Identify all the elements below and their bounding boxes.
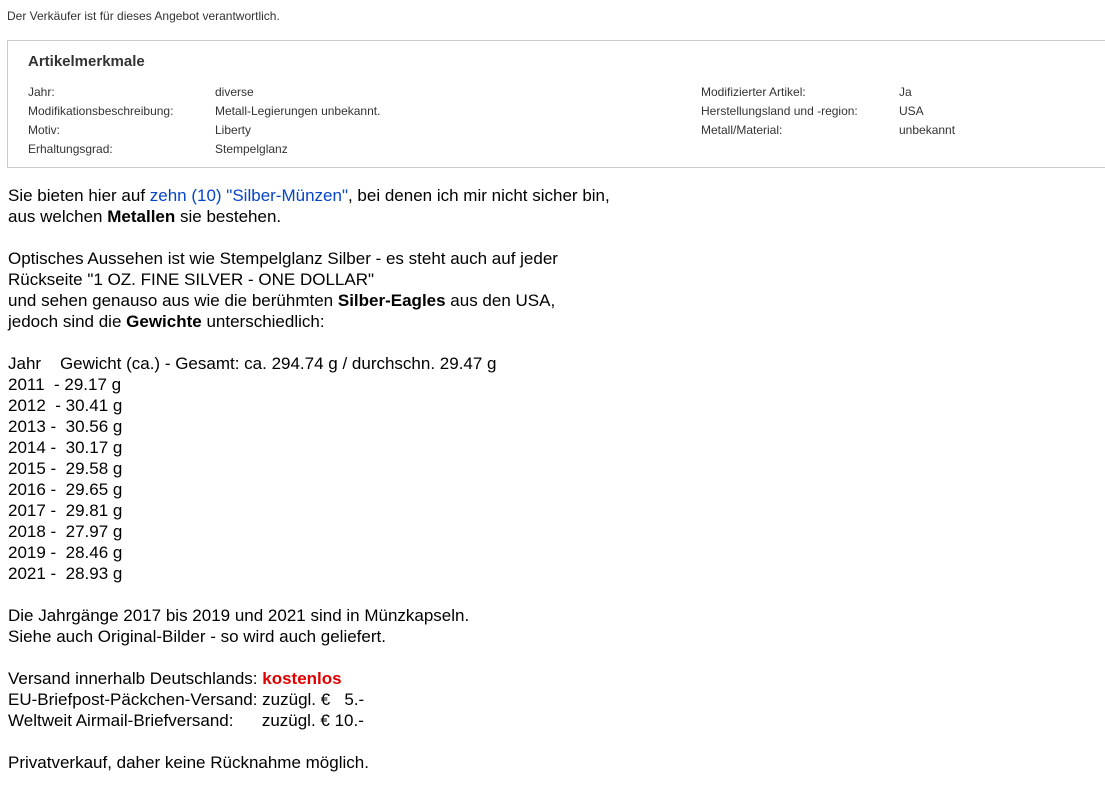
- desc-optic-line-4: jedoch sind die Gewichte unterschiedlich:: [8, 312, 325, 331]
- weight-row: 2018 - 27.97 g: [8, 522, 123, 541]
- spec-label-condition: Erhaltungsgrad:: [28, 142, 113, 156]
- spec-label-modification: Modifikationsbeschreibung:: [28, 104, 174, 118]
- weight-row: 2014 - 30.17 g: [8, 438, 123, 457]
- weight-row: 2015 - 29.58 g: [8, 459, 123, 478]
- desc-capsules-line-1: Die Jahrgänge 2017 bis 2019 und 2021 sind in Münzkapseln.: [8, 606, 470, 625]
- spec-label-material: Metall/Material:: [701, 123, 783, 137]
- shipping-worldwide: Weltweit Airmail-Briefversand: zuzügl. € 10.-: [8, 711, 364, 730]
- item-description: [8, 185, 1098, 773]
- seller-responsibility-note: Der Verkäufer ist für dieses Angebot verantwortlich.: [7, 9, 280, 23]
- weight-row: 2011 - 29.17 g: [8, 375, 122, 394]
- desc-intro-line-1: Sie bieten hier auf zehn (10) "Silber-Münzen", bei denen ich mir nicht sicher bin,: [8, 186, 610, 205]
- spec-label-modified: Modifizierter Artikel:: [701, 85, 806, 99]
- spec-value-motif: Liberty: [215, 123, 252, 137]
- spec-value-material: unbekannt: [899, 123, 956, 137]
- spec-value-year: diverse: [215, 85, 254, 99]
- spec-value-modification: Metall-Legierungen unbekannt.: [215, 104, 381, 118]
- shipping-eu: EU-Briefpost-Päckchen-Versand: zuzügl. € 5.-: [8, 690, 365, 709]
- spec-value-modified: Ja: [899, 85, 912, 99]
- weight-row: 2021 - 28.93 g: [8, 564, 123, 583]
- private-sale-note: Privatverkauf, daher keine Rücknahme möglich.: [8, 753, 369, 772]
- desc-intro-line-2: aus welchen Metallen sie bestehen.: [8, 207, 282, 226]
- desc-optic-line-3: und sehen genauso aus wie die berühmten Silber-Eagles aus den USA,: [8, 291, 556, 310]
- coin-count-highlight: zehn (10) "Silber-Münzen": [149, 186, 348, 205]
- weight-row: 2013 - 30.56 g: [8, 417, 123, 436]
- weights-header: Jahr Gewicht (ca.) - Gesamt: ca. 294.74 g / durchschn. 29.47 g: [8, 354, 497, 373]
- spec-value-country: USA: [899, 104, 924, 118]
- weight-row: 2012 - 30.41 g: [8, 396, 123, 415]
- desc-optic-line-1: Optisches Aussehen ist wie Stempelglanz Silber - es steht auch auf jeder: [8, 249, 558, 268]
- spec-label-motif: Motiv:: [28, 123, 61, 137]
- spec-value-condition: Stempelglanz: [215, 142, 288, 156]
- item-specifics-panel: [7, 40, 1105, 168]
- weight-row: 2016 - 29.65 g: [8, 480, 123, 499]
- spec-label-country: Herstellungsland und -region:: [701, 104, 858, 118]
- item-specifics-title: Artikelmerkmale: [28, 53, 145, 70]
- desc-capsules-line-2: Siehe auch Original-Bilder - so wird auch geliefert.: [8, 627, 386, 646]
- desc-optic-line-2: Rückseite "1 OZ. FINE SILVER - ONE DOLLAR": [8, 270, 375, 289]
- shipping-germany: Versand innerhalb Deutschlands: kostenlos: [8, 669, 342, 688]
- weight-row: 2019 - 28.46 g: [8, 543, 123, 562]
- weight-row: 2017 - 29.81 g: [8, 501, 123, 520]
- free-shipping-highlight: kostenlos: [262, 669, 342, 688]
- spec-label-year: Jahr:: [28, 85, 55, 99]
